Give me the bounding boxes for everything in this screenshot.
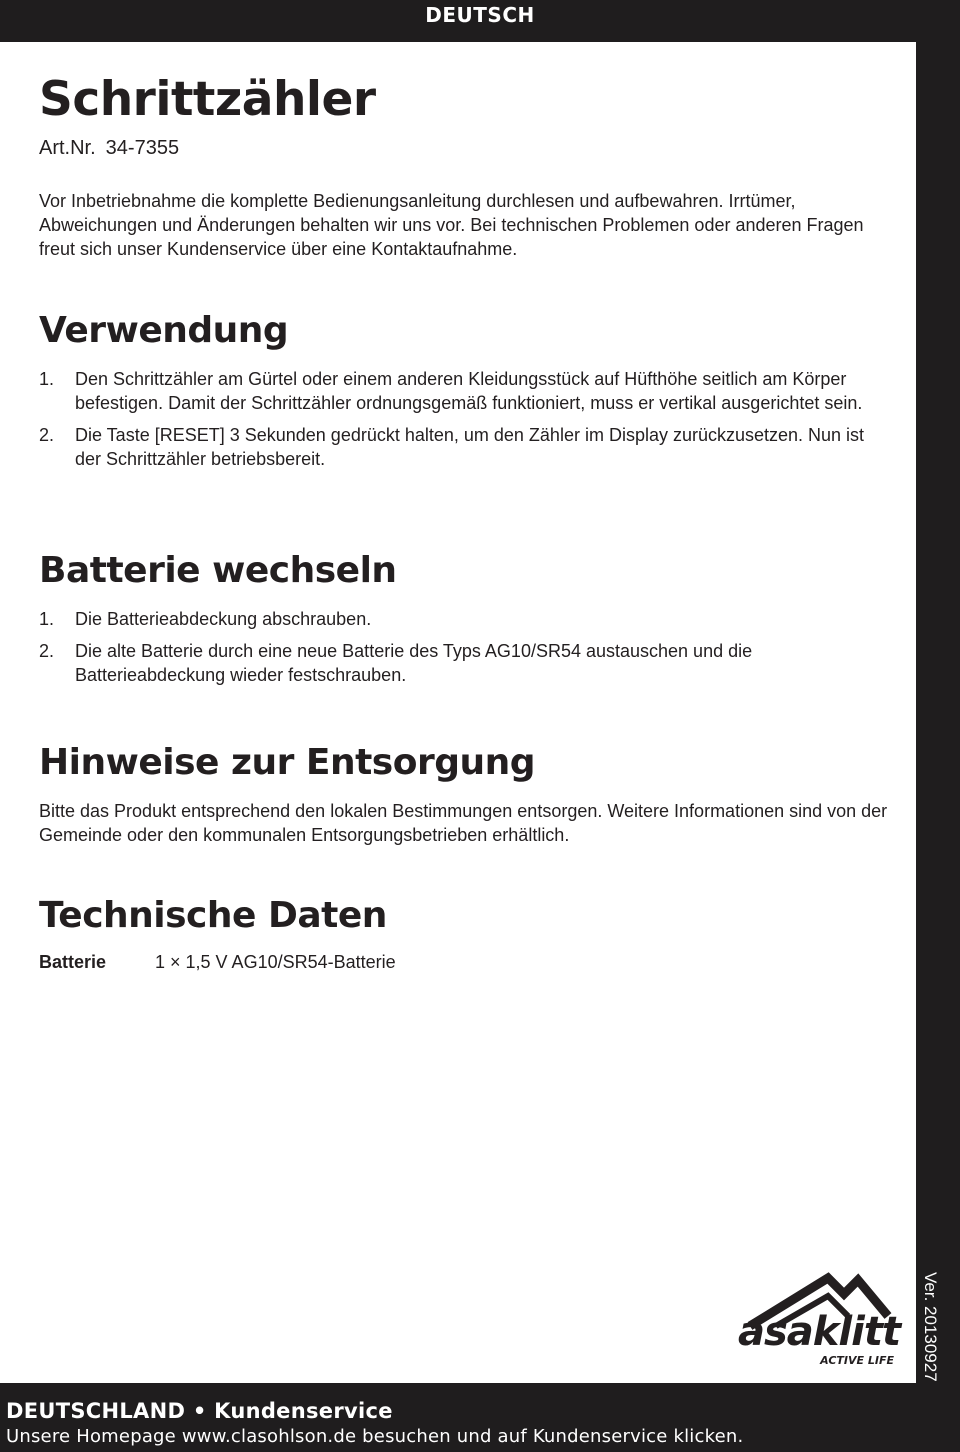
list-item-text: Die Batterieabdeckung abschrauben. — [75, 609, 372, 629]
list-item — [39, 423, 879, 471]
article-number — [39, 134, 179, 162]
article-number-value: 34-7355 — [105, 137, 180, 159]
usage-list — [39, 367, 879, 479]
list-item-number: 1. — [39, 609, 55, 629]
usage-heading: Verwendung — [39, 310, 289, 351]
list-item-text: Die Taste [RESET] 3 Sekunden gedrückt halten, um den Zähler im Display zurückzusetzen. Nun ist der Schrittzähler betriebsbereit. — [75, 425, 865, 469]
disposal-heading: Hinweise zur Entsorgung — [39, 742, 535, 783]
spec-label: Batterie — [39, 952, 107, 972]
specs-heading: Technische Daten — [39, 895, 387, 936]
disposal-text: Bitte das Produkt entsprechend den lokalen Bestimmungen entsorgen. Weitere Informationen sind von der Gemeinde oder den kommunalen Entsorgungsbetrieben erhältlich. — [39, 801, 888, 845]
battery-heading: Batterie wechseln — [39, 550, 397, 591]
list-item — [39, 607, 879, 631]
spec-row — [39, 950, 396, 974]
footer-homepage-text: Unsere Homepage www.clasohlson.de besuchen und auf Kundenservice klicken. — [6, 1426, 744, 1447]
footer-title: DEUTSCHLAND • Kundenservice — [6, 1399, 393, 1423]
brand-logo — [736, 1270, 901, 1380]
product-title: Schrittzähler — [39, 72, 376, 127]
intro-text: Vor Inbetriebnahme die komplette Bedienungsanleitung durchlesen und aufbewahren. Irrtümer, Abweichungen und Änderungen behalten wir uns vor. Bei technischen Problemen oder anderen Fragen freut sich unser Kundenservice über eine Kontaktaufnahme. — [39, 191, 864, 259]
list-item-number: 2. — [39, 425, 55, 445]
list-item-number: 1. — [39, 369, 55, 389]
language-tab: DEUTSCH — [425, 3, 535, 27]
list-item-number: 2. — [39, 641, 55, 661]
version-label: Ver. 20130927 — [921, 1272, 940, 1382]
brand-wordmark: asaklitt — [738, 1309, 901, 1355]
list-item — [39, 639, 879, 687]
list-item-text: Die alte Batterie durch eine neue Batterie des Typs AG10/SR54 austauschen und die Batterieabdeckung wieder festschrauben. — [75, 641, 753, 685]
article-number-label: Art.Nr. — [39, 137, 96, 159]
brand-tagline: ACTIVE LIFE — [820, 1354, 894, 1367]
battery-list — [39, 607, 879, 695]
manual-page — [0, 42, 916, 1383]
list-item — [39, 367, 879, 415]
list-item-text: Den Schrittzähler am Gürtel oder einem anderen Kleidungsstück auf Hüfthöhe seitlich am Körper befestigen. Damit der Schrittzähler ordnungsgemäß funktioniert, muss er vertikal ausgerichtet sein. — [75, 369, 863, 413]
spec-value: 1 × 1,5 V AG10/SR54-Batterie — [155, 952, 396, 972]
footer — [6, 1398, 743, 1450]
